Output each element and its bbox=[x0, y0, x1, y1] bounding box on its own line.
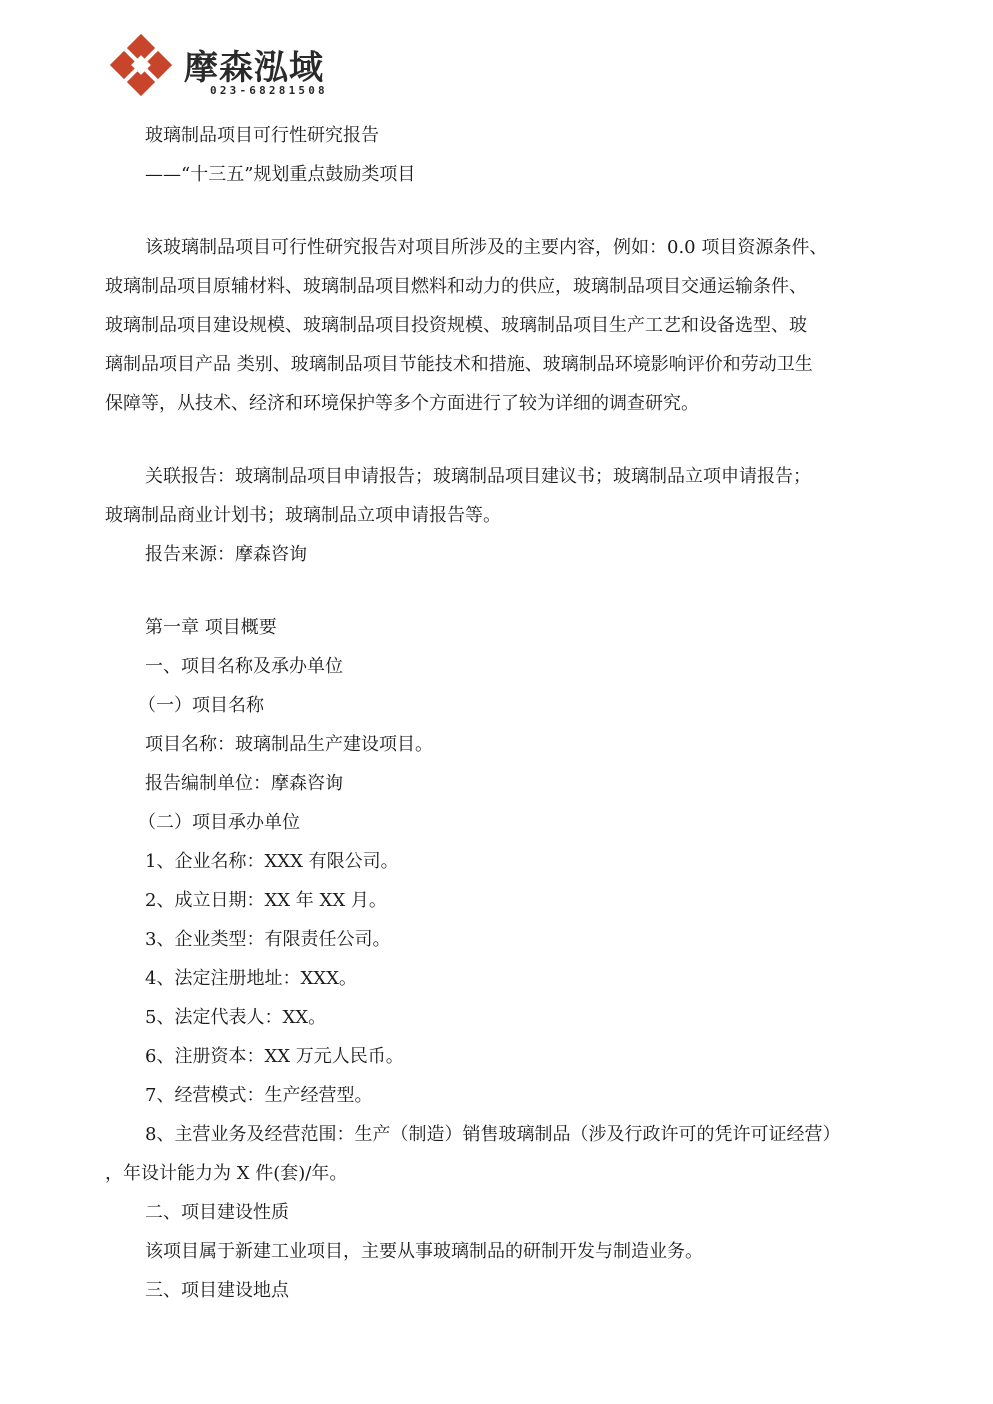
logo-company-name: 摩森泓域 bbox=[184, 48, 324, 88]
list-item: 4、法定注册地址：XXX。 bbox=[145, 968, 357, 989]
list-item: 7、经营模式：生产经营型。 bbox=[145, 1085, 373, 1106]
logo-phone-number: 023-68281508 bbox=[210, 84, 328, 97]
subsection-heading: （一）项目名称 bbox=[138, 695, 264, 716]
subsection-heading: （二）项目承办单位 bbox=[138, 812, 300, 833]
document-subtitle: ——“十三五”规划重点鼓励类项目 bbox=[145, 164, 416, 185]
project-name: 项目名称：玻璃制品生产建设项目。 bbox=[145, 734, 433, 755]
list-item: 2、成立日期：XX 年 XX 月。 bbox=[145, 890, 387, 911]
related-reports-line: 玻璃制品商业计划书；玻璃制品立项申请报告等。 bbox=[105, 505, 501, 526]
list-item: 5、法定代表人：XX。 bbox=[145, 1007, 327, 1028]
company-logo bbox=[108, 32, 348, 102]
related-reports-line: 关联报告：玻璃制品项目申请报告；玻璃制品项目建议书；玻璃制品立项申请报告； bbox=[145, 466, 811, 487]
intro-line: 璃制品项目产品 类别、玻璃制品项目节能技术和措施、玻璃制品环境影响评价和劳动卫生 bbox=[105, 354, 813, 375]
intro-line: 玻璃制品项目建设规模、玻璃制品项目投资规模、玻璃制品项目生产工艺和设备选型、玻 bbox=[105, 315, 807, 336]
section-text: 该项目属于新建工业项目，主要从事玻璃制品的研制开发与制造业务。 bbox=[145, 1241, 703, 1262]
section-heading: 二、项目建设性质 bbox=[145, 1202, 289, 1223]
list-item: 6、注册资本：XX 万元人民币。 bbox=[145, 1046, 404, 1067]
section-heading: 三、项目建设地点 bbox=[145, 1280, 289, 1301]
intro-line: 保障等，从技术、经济和环境保护等多个方面进行了较为详细的调查研究。 bbox=[105, 393, 699, 414]
intro-line: 该玻璃制品项目可行性研究报告对项目所涉及的主要内容，例如：0.0 项目资源条件、 bbox=[145, 237, 828, 258]
report-compiler: 报告编制单位：摩森咨询 bbox=[145, 773, 343, 794]
logo-diamond-icon bbox=[108, 32, 174, 98]
document-title: 玻璃制品项目可行性研究报告 bbox=[145, 125, 379, 146]
list-item: 3、企业类型：有限责任公司。 bbox=[145, 929, 391, 950]
list-item: 1、企业名称：XXX 有限公司。 bbox=[145, 851, 399, 872]
section-heading: 一、项目名称及承办单位 bbox=[145, 656, 343, 677]
list-item: 8、主营业务及经营范围：生产（制造）销售玻璃制品（涉及行政许可的凭许可证经营） bbox=[145, 1124, 841, 1145]
list-item-continuation: ，年设计能力为 X 件(套)/年。 bbox=[105, 1163, 348, 1184]
report-source: 报告来源：摩森咨询 bbox=[145, 544, 307, 565]
intro-line: 玻璃制品项目原辅材料、玻璃制品项目燃料和动力的供应，玻璃制品项目交通运输条件、 bbox=[105, 276, 807, 297]
chapter-title: 第一章 项目概要 bbox=[145, 617, 277, 638]
